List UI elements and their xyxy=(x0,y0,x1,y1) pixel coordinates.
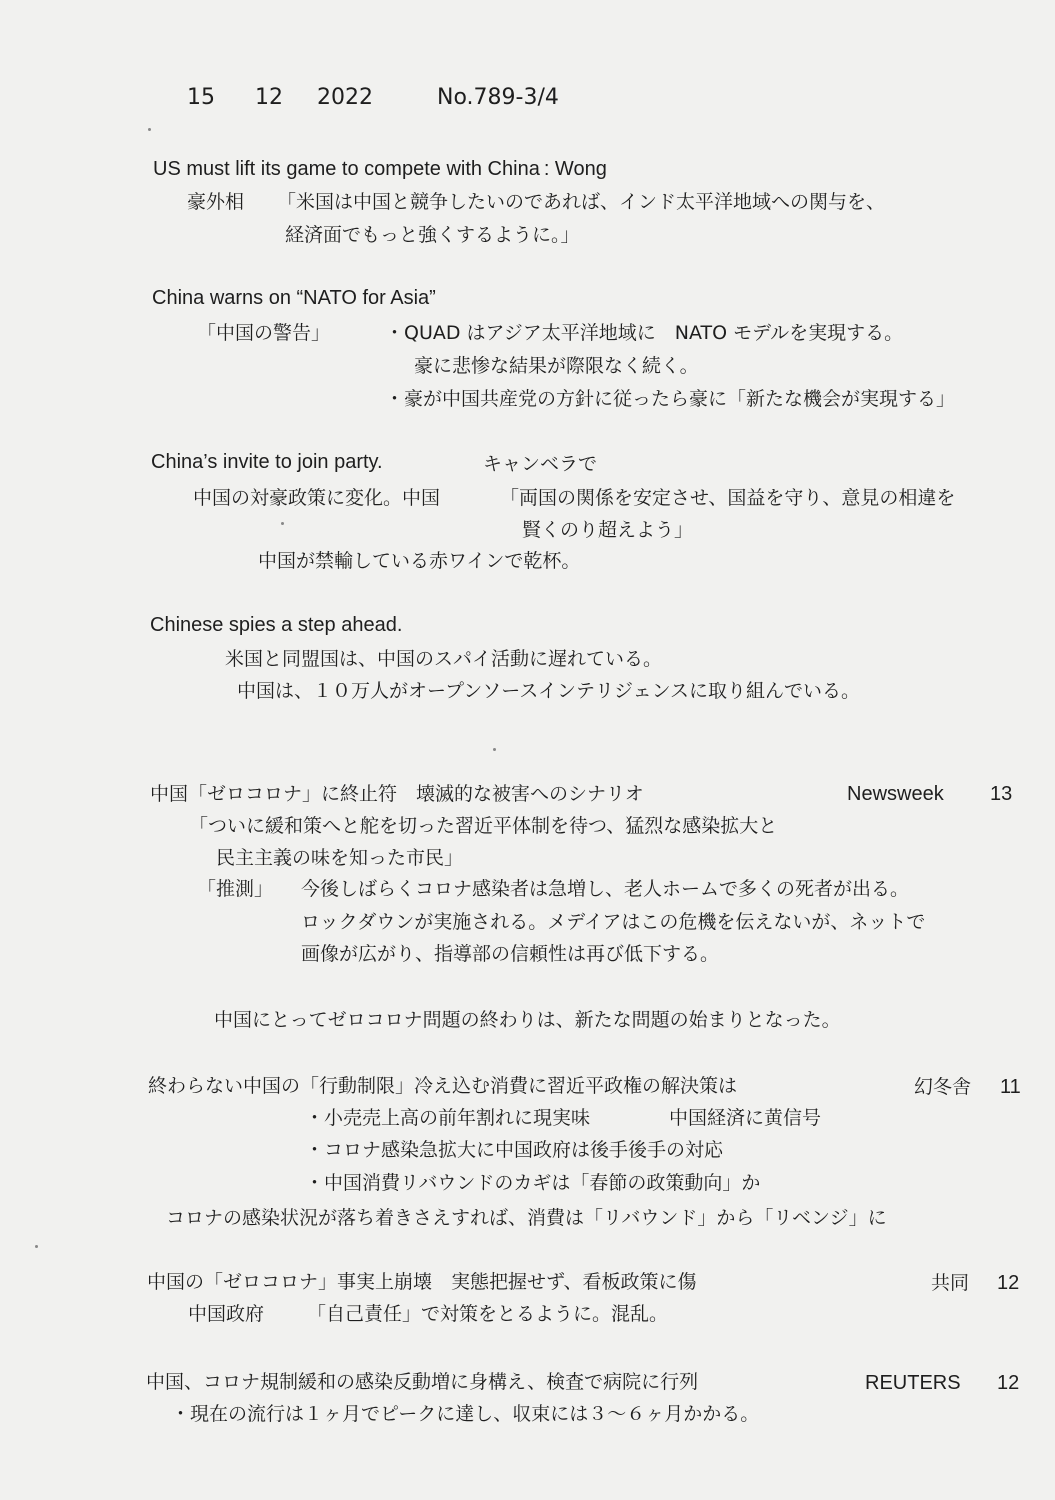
section-title: Chinese spies a step ahead. xyxy=(150,614,403,636)
summary-line: コロナの感染状況が落ち着きさえすれば、消費は「リバウンド」から「リベンジ」に xyxy=(166,1207,887,1229)
section-title: 終わらない中国の「行動制限」冷え込む消費に習近平政権の解決策は xyxy=(148,1075,738,1097)
source-number: 12 xyxy=(997,1272,1020,1294)
text-line: 豪に悲惨な結果が際限なく続く。 xyxy=(414,355,699,377)
summary-line: 中国にとってゼロコロナ問題の終わりは、新たな問題の始まりとなった。 xyxy=(214,1009,841,1031)
quote-line: 「両国の関係を安定させ、国益を守り、意見の相違を xyxy=(500,487,956,509)
quote-line: 民主主義の味を知った市民」 xyxy=(216,847,464,869)
text-line: 中国経済に黄信号 xyxy=(669,1107,822,1129)
source-number: 11 xyxy=(1000,1076,1021,1098)
quote-line: 「ついに緩和策へと舵を切った習近平体制を待つ、猛烈な感染拡大と xyxy=(189,815,778,837)
bullet-item: ・小売売上高の前年割れに現実味 xyxy=(305,1107,591,1129)
label: 「中国の警告」 xyxy=(197,322,331,344)
text-line: 米国と同盟国は、中国のスパイ活動に遅れている。 xyxy=(225,648,663,670)
quote-line: 経済面でもっと強くするように。」 xyxy=(285,224,580,246)
scan-speck xyxy=(493,748,496,751)
date-day: 15 xyxy=(187,85,215,110)
text-line: ロックダウンが実施される。メデイアはこの危機を伝えないが、ネットで xyxy=(301,911,926,933)
bullet-item: ・豪が中国共産党の方針に従ったら豪に「新たな機会が実現する」 xyxy=(385,388,956,410)
section-title: 中国「ゼロコロナ」に終止符 壊滅的な被害へのシナリオ xyxy=(150,783,644,805)
section-title: China warns on “NATO for Asia” xyxy=(152,287,436,309)
text-line: 中国は、１０万人がオープンソースインテリジェンスに取り組んでいる。 xyxy=(237,680,861,702)
section-title: 中国の「ゼロコロナ」事実上崩壊 実態把握せず、看板政策に傷 xyxy=(147,1271,697,1293)
bullet-item: ・中国消費リバウンドのカギは「春節の政策動向」か xyxy=(305,1172,761,1194)
bullet-item: ・コロナ感染急拡大に中国政府は後手後手の対応 xyxy=(305,1139,724,1161)
source-number: 13 xyxy=(990,783,1013,805)
scan-speck xyxy=(148,128,151,131)
date-month: 12 xyxy=(255,85,283,110)
date-year: 2022 xyxy=(317,85,373,110)
issue-number: No.789-3/4 xyxy=(437,85,559,110)
bullet-item: ・現在の流行は１ヶ月でピークに達し、収束には３～６ヶ月かかる。 xyxy=(171,1403,760,1425)
source-label: 共同 xyxy=(931,1272,970,1294)
section-title: China’s invite to join party. xyxy=(151,451,383,473)
label: 中国政府 xyxy=(188,1303,265,1325)
text-line: 今後しばらくコロナ感染者は急増し、老人ホームで多くの死者が出る。 xyxy=(301,878,910,900)
text-line: 中国の対豪政策に変化。中国 xyxy=(193,487,441,509)
section-title: US must lift its game to compete with China : Wong xyxy=(153,158,607,180)
section-note: キャンベラで xyxy=(483,453,598,475)
text-line: 中国が禁輸している赤ワインで乾杯。 xyxy=(258,550,581,572)
scan-speck xyxy=(35,1245,38,1248)
bullet-item: ・QUAD はアジア太平洋地域に NATO モデルを実現する。 xyxy=(385,322,904,344)
source-label: REUTERS xyxy=(865,1372,961,1394)
text-line: 「自己責任」で対策をとるように。混乱。 xyxy=(307,1303,669,1325)
source-number: 12 xyxy=(997,1372,1020,1394)
text-line: 画像が広がり、指導部の信頼性は再び低下する。 xyxy=(301,943,720,965)
section-title: 中国、コロナ規制緩和の感染反動増に身構え、検査で病院に行列 xyxy=(146,1371,699,1393)
speaker-label: 豪外相 xyxy=(187,191,245,213)
source-label: 幻冬舎 xyxy=(914,1076,972,1098)
scan-speck xyxy=(281,522,284,525)
quote-line: 「米国は中国と競争したいのであれば、インド太平洋地域への関与を、 xyxy=(277,191,886,213)
label: 「推測」 xyxy=(197,878,274,900)
quote-line: 賢くのり超えよう」 xyxy=(522,519,694,541)
source-label: Newsweek xyxy=(847,783,944,805)
